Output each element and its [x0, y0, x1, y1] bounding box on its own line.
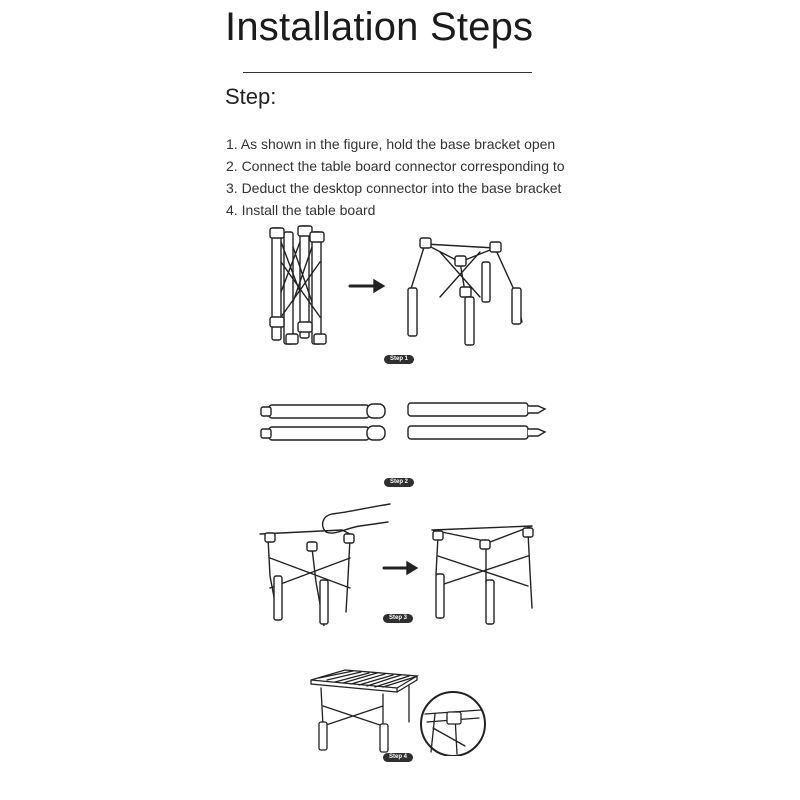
arrow-right-icon [350, 280, 384, 292]
step2-illustration [255, 398, 555, 448]
open-frame-icon [408, 238, 522, 345]
step1-illustration [260, 222, 550, 352]
step3-badge: Step 3 [383, 614, 413, 623]
instruction-item: 4. Install the table board [226, 202, 376, 218]
page-title: Installation Steps [225, 5, 534, 49]
step4-illustration [305, 666, 495, 756]
instruction-item: 1. As shown in the figure, hold the base bracket open [226, 136, 556, 152]
step1-badge: Step 1 [384, 355, 414, 364]
folded-frame-icon [270, 226, 326, 344]
hand-icon [323, 504, 390, 533]
step-heading: Step: [225, 84, 277, 109]
title-divider [243, 72, 532, 73]
instruction-list [226, 133, 565, 221]
step2-badge: Step 2 [384, 478, 414, 487]
arrow-right-icon [384, 562, 417, 574]
instruction-item: 3. Deduct the desktop connector into the base bracket [226, 180, 562, 196]
instruction-item: 2. Connect the table board connector corresponding to [226, 158, 565, 174]
step4-badge: Step 4 [383, 753, 413, 762]
detail-zoom-icon [421, 692, 485, 756]
step3-illustration [250, 498, 550, 626]
